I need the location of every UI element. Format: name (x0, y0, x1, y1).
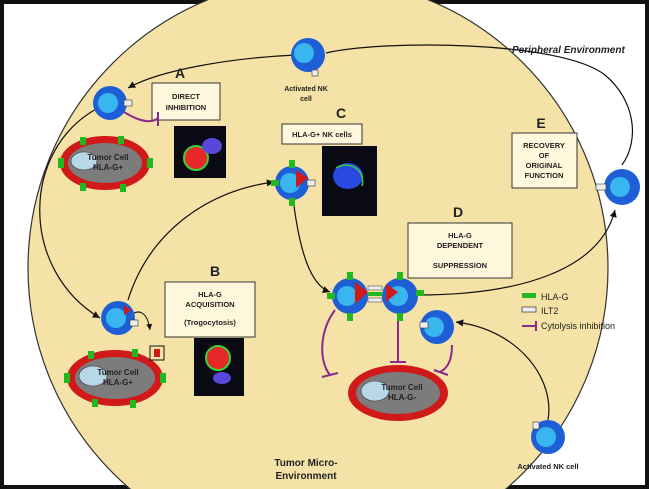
nk-cell-activated-bottom (531, 420, 565, 454)
panel-c-line1: HLA-G+ NK cells (292, 130, 352, 139)
tumor-cell-a-line1: Tumor Cell (87, 153, 129, 162)
tumor-cell-d-line2: HLA-G- (388, 393, 416, 402)
panel-b-letter: B (209, 263, 221, 279)
panel-b-line2: ACQUISITION (185, 300, 235, 309)
panel-e-line4: FUNCTION (524, 171, 564, 180)
microscopy-image-a (174, 126, 226, 178)
legend-ilt2-swatch (522, 307, 536, 312)
panel-a-letter: A (174, 65, 186, 81)
panel-e-letter: E (536, 115, 546, 131)
peripheral-environment-label: Peripheral Environment (512, 45, 625, 56)
tumor-cell-b-line2: HLA-G+ (103, 378, 133, 387)
activated-nk-bottom-label: Activated NK cell (517, 462, 579, 471)
microscopy-image-b (194, 338, 244, 396)
panel-b-line1: HLA-G (198, 290, 222, 299)
panel-d-box (408, 223, 512, 278)
panel-d-line3: SUPPRESSION (432, 261, 488, 270)
panel-d-line2: DEPENDENT (436, 241, 484, 250)
tumor-cell-a-line2: HLA-G+ (93, 163, 123, 172)
panel-e-line2: OF (538, 151, 550, 160)
panel-a-line2: INHIBITION (165, 103, 207, 112)
panel-b-line3: (Trogocytosis) (184, 318, 236, 327)
nk-cell-d3 (420, 310, 454, 344)
legend-hla-g-swatch (522, 293, 536, 298)
tumor-environment-label-line2: Environment (275, 471, 337, 482)
panel-c-letter: C (335, 105, 347, 121)
panel-e-line1: RECOVERY (523, 141, 565, 150)
panel-a-box (152, 83, 220, 120)
tumor-environment-label-line1: Tumor Micro- (274, 458, 338, 469)
tumor-cell-d-line1: Tumor Cell (381, 383, 423, 392)
microscopy-image-c (322, 146, 377, 216)
panel-c-box (282, 124, 362, 144)
panel-a-line1: DIRECT (172, 92, 200, 101)
legend-cytolysis-label: Cytolysis inhibition (541, 321, 616, 331)
legend-hla-g-label: HLA-G (541, 292, 569, 302)
panel-e-line3: ORIGINAL (525, 161, 563, 170)
legend-ilt2-label: ILT2 (541, 306, 559, 316)
panel-b-box (165, 282, 255, 337)
panel-d-line1: HLA-G (448, 231, 472, 240)
panel-e-box (512, 133, 577, 188)
tumor-cell-b-line1: Tumor Cell (97, 368, 139, 377)
activated-nk-top-line2: cell (300, 96, 312, 103)
activated-nk-top-line1: Activated NK (284, 86, 328, 93)
tumor-cell-d (348, 365, 448, 421)
nk-cell-recovered-e (596, 169, 640, 205)
panel-d-letter: D (452, 204, 464, 220)
